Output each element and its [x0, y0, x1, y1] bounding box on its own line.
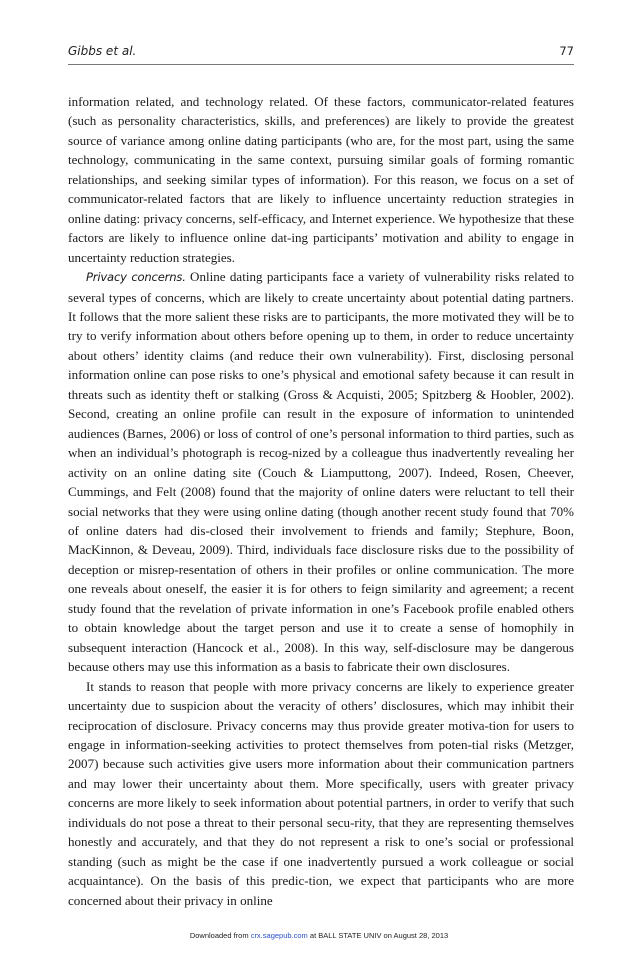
download-footer: [0, 931, 638, 940]
footer-link[interactable]: crx.sagepub.com: [250, 931, 308, 940]
page-number: 77: [559, 44, 574, 58]
paragraph-privacy-concerns: [68, 267, 574, 677]
paragraph-continued: information related, and technology related. Of these factors, communicator-related features (such as personality characteristics, skills, and preferences) are likely to provide the greatest source of variance among online dating participants (who are, for the most part, using the same technology, communicating in the same context, pursuing similar goals of forming romantic relationships, and seeking similar types of information). For this reason, we focus on a set of communicator-related factors that are likely to influence uncertainty reduction strategies in online dating: privacy concerns, self-efficacy, and Internet experience. We hypothesize that these factors are likely to influence online dat-ing participants’ motivation and ability to engage in uncertainty reduction strategies.: [68, 94, 574, 265]
running-head-authors: Gibbs et al.: [68, 44, 137, 58]
paragraph-reasoning: It stands to reason that people with more privacy concerns are likely to experience greater uncertainty due to suspicion about the veracity of others’ disclosures, which may inhibit their reciprocation of disclosure. Privacy concerns may thus provide greater motiva-tion for users to engage in information-seeking activities to protect themselves from poten-tial risks (Metzger, 2007) because such activities give users more information about their communication partners and may lower their uncertainty about them. More specifically, users with greater privacy concerns are more likely to seek information about potential partners, in order to verify that such individuals do not pose a threat to their personal secu-rity, that they are representing themselves honestly and accurately, and that they do not represent a risk to one’s social or professional standing (such as might be the case if one inadvertently pursued a work colleague or social acquaintance). On the basis of this predic-tion, we expect that participants who are more concerned about their privacy in online: [68, 678, 574, 908]
footer-suffix: at BALL STATE UNIV on August 28, 2013: [307, 931, 449, 940]
running-header: [68, 44, 574, 62]
paragraph-privacy-concerns-text: Online dating participants face a variety of vulnerability risks related to several types of concerns, which are likely to create uncertainty about potential dating partners. It follows that the more salient these risks are to participants, the more motivated they will be to try to verify information about others before opening up to them, in order to reduce uncertainty about others’ identity claims (and reduce their own vulnerability). First, disclosing personal information online can pose risks to one’s physical and emotional safety because it can result in threats such as identity theft or stalking (Gross & Acquisti, 2005; Spitzberg & Hoobler, 2002). Second, creating an online profile can result in the exposure of information to unintended audiences (Barnes, 2006) or loss of control of one’s personal information to third parties, such as when an individual’s photograph is recog-nized by a colleague thus inadvertently revealing her activity on an online dating site (Couch & Liamputtong, 2007). Indeed, Rosen, Cheever, Cummings, and Felt (2008) found that the majority of online daters were reluctant to tell their social networks that they were using online dating (though another recent study found that 70% of online daters had dis-closed their involvement to friends and family; Stephure, Boon, MacKinnon, & Deveau, 2009). Third, individuals face disclosure risks due to the possibility of deception or misrep-resentation of others in their profiles or online communication. The more one reveals about oneself, the easier it is for others to feign similarity and agreement; a recent study found that the revelation of private information in one’s Facebook profile enabled others to obtain knowledge about the target person and use it to create a sense of homophily in subsequent interaction (Hancock et al., 2008). In this way, self-disclosure may be dangerous because others may use this information as a basis to fabricate their own disclosures.: [68, 269, 574, 675]
footer-prefix: Downloaded from: [189, 931, 251, 940]
section-subheading: Privacy concerns.: [86, 270, 186, 285]
article-body: [68, 92, 574, 910]
header-rule: [68, 64, 574, 65]
